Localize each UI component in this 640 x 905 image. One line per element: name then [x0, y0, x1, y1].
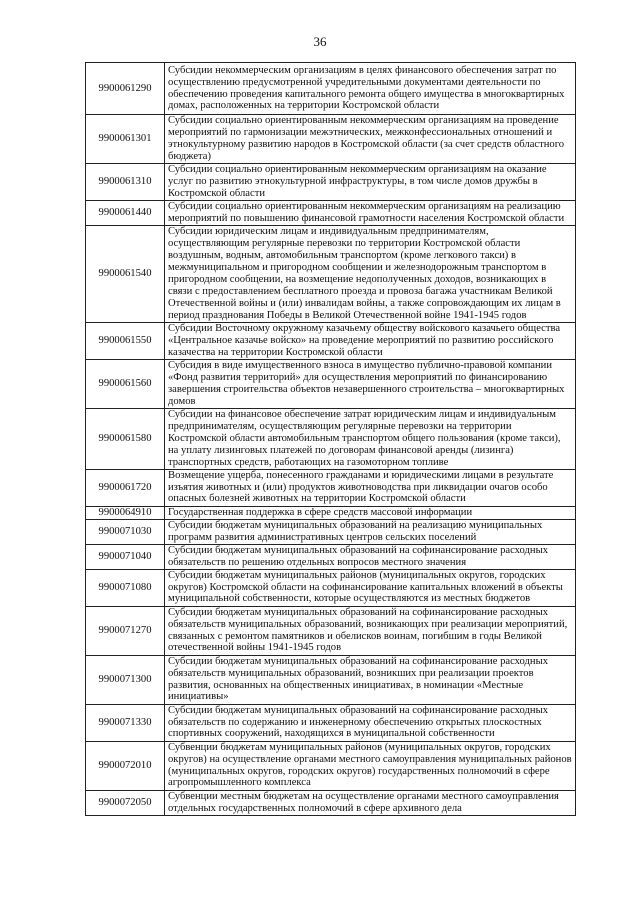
classification-code: 9900061560	[86, 360, 165, 409]
table-row	[86, 63, 576, 115]
classification-code: 9900071330	[86, 704, 165, 741]
classification-code: 9900064910	[86, 506, 165, 519]
classification-code: 9900061290	[86, 63, 165, 115]
table-row	[86, 790, 576, 815]
expense-description: Субсидии социально ориентированным некоммерческим организациям на проведение мероприятий по гармонизации межэтнических, межконфессиональных отношений и этнокультурному развитию народов в Костромской области (за счет средств областного бюджета)	[165, 115, 576, 164]
classification-code: 9900072010	[86, 741, 165, 790]
classification-code: 9900061720	[86, 469, 165, 506]
expense-description: Субсидии бюджетам муниципальных образований на софинансирование расходных обязательств по содержанию и инженерному обеспечению открытых плоскостных спортивных сооружений, находящихся в муниципальной собственности	[165, 704, 576, 741]
classification-code: 9900071300	[86, 655, 165, 704]
expense-description: Субсидии бюджетам муниципальных образований на софинансирование расходных обязательств по решению отдельных вопросов местного значения	[165, 544, 576, 569]
page-number: 36	[313, 34, 327, 49]
classification-code: 9900061550	[86, 323, 165, 360]
expense-description: Субвенции бюджетам муниципальных районов (муниципальных округов, городских округов) на осуществление органами местного самоуправления муниципальных районов (муниципальных округов, городских округов) государственных полномочий в сфере агропромышленного комплекса	[165, 741, 576, 790]
classification-code: 9900061301	[86, 115, 165, 164]
expense-description: Возмещение ущерба, понесенного гражданами и юридическими лицами в результате изъятия животных и (или) продуктов животноводства при ликвидации очагов особо опасных болезней животных на территории Костромской области	[165, 469, 576, 506]
table-row	[86, 655, 576, 704]
table-row	[86, 741, 576, 790]
classification-code: 9900072050	[86, 790, 165, 815]
expense-description: Субсидии на финансовое обеспечение затрат юридическим лицам и индивидуальным предпринимателям, осуществляющим регулярные перевозки на территории Костромской области автомобильным транспортом общего пользования (кроме такси), на уплату лизинговых платежей по договорам финансовой аренды (лизинга) транспортных средств, работающих на газомоторном топливе	[165, 409, 576, 470]
classification-code: 9900071080	[86, 569, 165, 606]
table-row	[86, 569, 576, 606]
table-row	[86, 506, 576, 519]
classification-code: 9900071040	[86, 544, 165, 569]
classification-code: 9900061440	[86, 201, 165, 226]
expense-description: Субсидии Восточному окружному казачьему обществу войскового казачьего общества «Центральное казачье войско» на проведение мероприятий по развитию российского казачества на территории Костромской области	[165, 323, 576, 360]
expense-description: Субсидии социально ориентированным некоммерческим организациям на реализацию мероприятий по повышению финансовой грамотности населения Костромской области	[165, 201, 576, 226]
expense-description: Субсидии социально ориентированным некоммерческим организациям на оказание услуг по развитию этнокультурной инфраструктуры, в том числе домов дружбы в Костромской области	[165, 164, 576, 201]
classification-table	[85, 62, 576, 816]
table-row	[86, 704, 576, 741]
expense-description: Субсидии бюджетам муниципальных образований на софинансирование расходных обязательств муниципальных образований, возникших при реализации проектов развития, основанных на общественных инициативах, в номинации «Местные инициативы»	[165, 655, 576, 704]
table-row	[86, 606, 576, 655]
table-row	[86, 519, 576, 544]
classification-code: 9900071030	[86, 519, 165, 544]
expense-description: Государственная поддержка в сфере средств массовой информации	[165, 506, 576, 519]
expense-description: Субвенции местным бюджетам на осуществление органами местного самоуправления отдельных государственных полномочий в сфере архивного дела	[165, 790, 576, 815]
table-row	[86, 544, 576, 569]
classification-code: 9900061310	[86, 164, 165, 201]
expense-description: Субсидии бюджетам муниципальных образований на реализацию муниципальных программ развития административных центров сельских поселений	[165, 519, 576, 544]
table-row	[86, 115, 576, 164]
table-row	[86, 226, 576, 323]
table-row	[86, 201, 576, 226]
classification-code: 9900071270	[86, 606, 165, 655]
table-row	[86, 469, 576, 506]
expense-description: Субсидии некоммерческим организациям в целях финансового обеспечения затрат по осуществлению предусмотренной учредительными документами деятельности по обеспечению проведения капитального ремонта общего имущества в многоквартирных домах, расположенных на территории Костромской области	[165, 63, 576, 115]
table-row	[86, 164, 576, 201]
expense-description: Субсидия в виде имущественного взноса в имущество публично-правовой компании «Фонд развития территорий» для осуществления мероприятий по финансированию завершения строительства объектов незавершенного строительства – многоквартирных домов	[165, 360, 576, 409]
table-row	[86, 409, 576, 470]
classification-code: 9900061540	[86, 226, 165, 323]
expense-description: Субсидии бюджетам муниципальных районов (муниципальных округов, городских округов) Костромской области на софинансирование капитальных вложений в объекты муниципальной собственности, которые осуществляются из местных бюджетов	[165, 569, 576, 606]
table-row	[86, 323, 576, 360]
table-row	[86, 360, 576, 409]
classification-code: 9900061580	[86, 409, 165, 470]
expense-description: Субсидии юридическим лицам и индивидуальным предпринимателям, осуществляющим регулярные перевозки по территории Костромской области воздушным, водным, автомобильным транспортом (кроме легкового такси) в межмуниципальном и пригородном сообщении и железнодорожным транспортом в пригородном сообщении, на возмещение недополученных доходов, возникающих в связи с предоставлением бесплатного проезда и провоза багажа участникам Великой Отечественной войны и (или) инвалидам войны, а также сопровождающим их лицам в период празднования Победы в Великой Отечественной войне 1941-1945 годов	[165, 226, 576, 323]
expense-description: Субсидии бюджетам муниципальных образований на софинансирование расходных обязательств муниципальных образований, возникающих при реализации мероприятий, связанных с ремонтом памятников и обелисков воинам, погибшим в годы Великой отечественной войны 1941-1945 годов	[165, 606, 576, 655]
